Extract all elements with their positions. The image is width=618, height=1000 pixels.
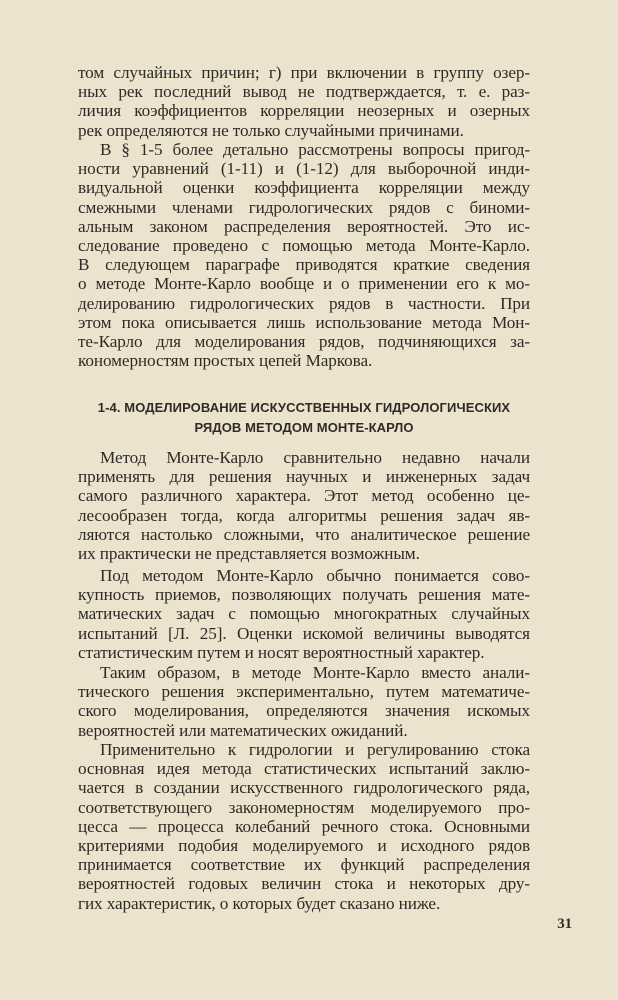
text-line: соответствующего закономерностям моделируемого про- <box>78 797 530 817</box>
text-line: купность приемов, позволяющих получать решения мате- <box>78 585 530 605</box>
section-heading <box>78 398 530 437</box>
text-line: ности уравнений (1-11) и (1-12) для выборочной инди- <box>78 159 530 179</box>
paragraph-experimental-solution <box>78 663 530 740</box>
text-line: тического решения экспериментально, путем математиче- <box>78 682 530 702</box>
text-line: о методе Монте-Карло вообще и о применении его к мо- <box>78 274 530 294</box>
text-line: этом пока описывается лишь использование метода Мон- <box>78 312 530 332</box>
paragraph-method-overview <box>78 448 530 563</box>
text-line: ляются настолько сложными, что аналитическое решение <box>78 524 530 544</box>
text-line: цесса — процесса колебаний речного стока. Основными <box>78 816 530 836</box>
text-line: гих характеристик, о которых будет сказано ниже. <box>78 893 441 913</box>
text-line: применять для решения научных и инженерных задач <box>78 467 530 487</box>
text-line: испытаний [Л. 25]. Оценки искомой величины выводятся <box>78 623 530 643</box>
text-line: том случайных причин; г) при включении в группу озер- <box>78 63 530 82</box>
text-line: ных рек последний вывод не подтверждается, т. е. раз- <box>78 82 530 102</box>
section-heading-line-2: РЯДОВ МЕТОДОМ МОНТЕ-КАРЛО <box>194 419 414 435</box>
paragraph-method-definition <box>78 566 530 662</box>
text-line: вероятностей годовых величин стока и некоторых дру- <box>78 874 530 894</box>
text-line: смежными членами гидрологических рядов с биноми- <box>78 197 530 217</box>
paragraph-hydrology-application <box>78 740 530 913</box>
text-line: делированию гидрологических рядов в частности. При <box>78 293 530 313</box>
text-line: рек определяются не только случайными причинами. <box>78 120 464 140</box>
text-line: критериями подобия моделируемого и исходного рядов <box>78 835 530 855</box>
section-heading-line-1: 1-4. МОДЕЛИРОВАНИЕ ИСКУССТВЕННЫХ ГИДРОЛОГИЧЕСКИХ <box>97 400 511 415</box>
text-line: В § 1-5 более детально рассмотрены вопросы пригод- <box>100 140 530 159</box>
text-line: вероятностей или математических ожиданий. <box>78 720 408 740</box>
text-line: те-Карло для моделирования рядов, подчиняющихся за- <box>78 331 530 351</box>
text-line: самого различного характера. Этот метод особенно це- <box>78 486 530 506</box>
text-line: чается в создании искусственного гидрологического ряда, <box>78 778 530 798</box>
text-line: их практически не представляется возможным. <box>78 543 420 563</box>
text-line: кономерностям простых цепей Маркова. <box>78 351 373 371</box>
text-line: Применительно к гидрологии и регулированию стока <box>100 740 530 759</box>
paragraph-intro-continuation <box>78 63 530 140</box>
text-line: видуальной оценки коэффициента корреляции между <box>78 178 530 198</box>
paragraph-section-reference <box>78 140 530 370</box>
text-line: следование проведено с помощью метода Монте-Карло. <box>78 235 530 255</box>
text-line: принимается соответствие их функций распределения <box>78 855 530 875</box>
text-line: матических задач с помощью многократных случайных <box>78 604 530 624</box>
text-line: ского моделирования, определяются значения искомых <box>78 701 530 721</box>
text-line: В следующем параграфе приводятся краткие сведения <box>78 255 530 275</box>
text-line: основная идея метода статистических испытаний заклю- <box>78 759 530 779</box>
text-line: альным законом распределения вероятностей. Это ис- <box>78 216 530 236</box>
text-line: Таким образом, в методе Монте-Карло вместо анали- <box>100 663 530 682</box>
text-line: лесообразен тогда, когда алгоритмы решения задач яв- <box>78 505 530 525</box>
text-line: статистическим путем и носят вероятностный характер. <box>78 642 485 662</box>
text-line: Метод Монте-Карло сравнительно недавно начали <box>100 448 530 467</box>
page-number: 31 <box>557 916 572 932</box>
text-line: Под методом Монте-Карло обычно понимается сово- <box>100 566 530 585</box>
text-line: личия коэффициентов корреляции неозерных и озерных <box>78 101 530 121</box>
